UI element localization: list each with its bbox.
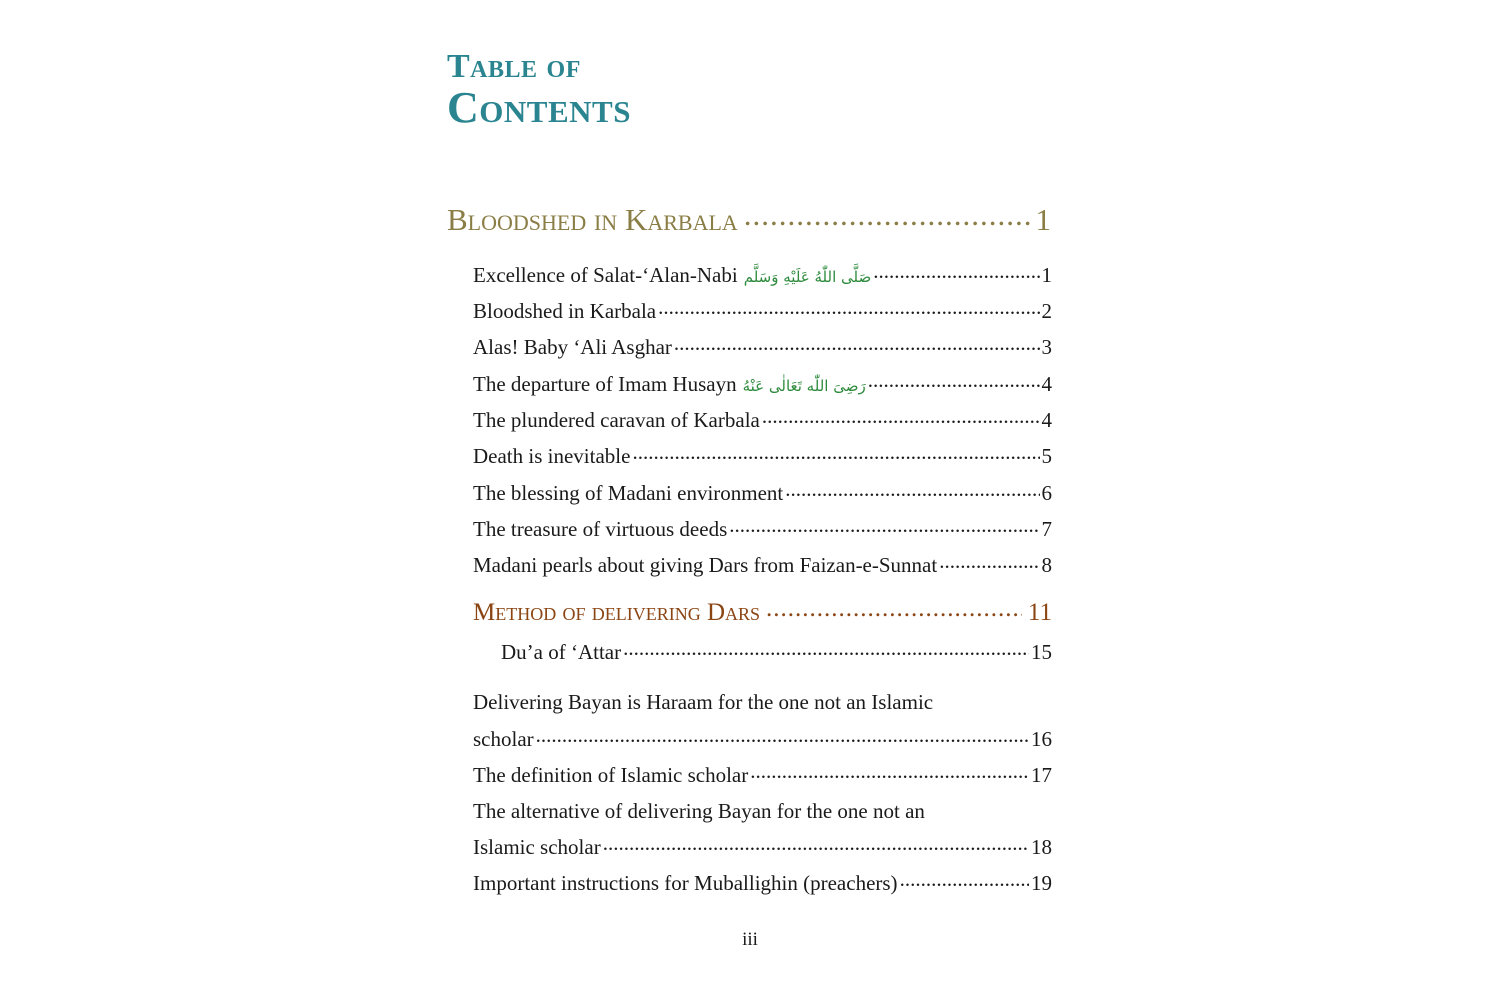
toc-entry-page: 5: [1041, 444, 1052, 468]
toc-entry[interactable]: [473, 372, 1052, 397]
toc-entry-label: Death is inevitable: [473, 444, 631, 468]
toc-entry[interactable]: [473, 408, 1052, 433]
toc-entry[interactable]: [473, 481, 1052, 506]
dot-leader: [900, 871, 1029, 896]
toc-entry-page: 8: [1041, 553, 1052, 577]
toc-entry-page: 16: [1031, 727, 1052, 751]
toc-entry[interactable]: [473, 299, 1052, 324]
dot-leader: [762, 408, 1040, 433]
dot-leader: [536, 727, 1029, 752]
toc-entry-label: The plundered caravan of Karbala: [473, 408, 760, 432]
dot-leader: [632, 444, 1039, 469]
toc-entry-label: Excellence of Salat-‘Alan-Nabi: [473, 263, 738, 287]
section-heading-page: 11: [1027, 599, 1052, 626]
toc-entry-label: Madani pearls about giving Dars from Faizan-e-Sunnat: [473, 553, 938, 577]
toc-entry-label: The treasure of virtuous deeds: [473, 517, 728, 541]
arabic-salutation: رَضِىَ اللّٰه تَعَالٰى عَنْهُ: [742, 377, 866, 395]
dot-leader: [603, 835, 1029, 860]
page-number-footer: iii: [742, 929, 758, 950]
toc-entry[interactable]: [473, 263, 1052, 288]
toc-entry-label: The departure of Imam Husayn: [473, 372, 737, 396]
toc-entry-page: 17: [1031, 763, 1052, 787]
dot-leader: [674, 335, 1040, 360]
section-heading-page: 1: [1035, 202, 1051, 237]
toc-entry[interactable]: [473, 763, 1052, 788]
toc-entry[interactable]: [473, 335, 1052, 360]
toc-entry-page: 7: [1041, 517, 1052, 541]
toc-entry-label: scholar: [473, 727, 534, 751]
toc-entry-page: 15: [1031, 640, 1052, 664]
toc-entry-page: 4: [1041, 408, 1052, 432]
arabic-salutation: صَلَّى اللّٰهُ عَلَيْهِ وَسَلَّم: [743, 268, 872, 286]
toc-entry-page: 19: [1031, 871, 1052, 895]
toc-entry-page: 18: [1031, 835, 1052, 859]
toc-entry[interactable]: [473, 444, 1052, 469]
toc-entry-label: Du’a of ‘Attar: [501, 640, 622, 664]
page-title-line2: Contents: [447, 83, 631, 132]
dot-leader: [623, 640, 1029, 665]
dot-leader: [766, 599, 1022, 627]
toc-entry-page: 2: [1041, 299, 1052, 323]
toc-entry-label: Islamic scholar: [473, 835, 601, 859]
toc-entry[interactable]: [473, 871, 1052, 896]
toc-section-heading-dars[interactable]: [473, 599, 1052, 627]
dot-leader: [939, 553, 1039, 578]
toc-entry[interactable]: [473, 517, 1052, 542]
dot-leader: [868, 372, 1040, 397]
dot-leader: [873, 263, 1039, 288]
toc-entry-label: The definition of Islamic scholar: [473, 763, 749, 787]
toc-entry-label: Bloodshed in Karbala: [473, 299, 657, 323]
toc-entry-page: 4: [1041, 372, 1052, 396]
toc-entry-label-line1: Delivering Bayan is Haraam for the one not an Islamic: [473, 690, 934, 714]
section-heading-label: Method of delivering Dars: [473, 599, 761, 626]
toc-entry-label: The blessing of Madani environment: [473, 481, 784, 505]
dot-leader: [744, 202, 1030, 238]
dot-leader: [729, 517, 1039, 542]
toc-entry-page: 1: [1041, 263, 1052, 287]
toc-entry-label-line1: The alternative of delivering Bayan for the one not an: [473, 799, 925, 823]
toc-entry-page: 6: [1041, 481, 1052, 505]
toc-section-heading-bloodshed[interactable]: [447, 202, 1051, 238]
dot-leader: [785, 481, 1039, 506]
toc-entry[interactable]: [473, 835, 1052, 860]
dot-leader: [658, 299, 1039, 324]
dot-leader: [750, 763, 1029, 788]
toc-entry[interactable]: [473, 727, 1052, 752]
toc-entry[interactable]: [473, 553, 1052, 578]
page-title-line1: Table of: [447, 48, 581, 85]
toc-entry-page: 3: [1041, 335, 1052, 359]
section-heading-label: Bloodshed in Karbala: [447, 202, 738, 237]
toc-entry[interactable]: [501, 640, 1052, 665]
toc-entry-label: Important instructions for Muballighin (preachers): [473, 871, 898, 895]
toc-entry-label: Alas! Baby ‘Ali Asghar: [473, 335, 672, 359]
